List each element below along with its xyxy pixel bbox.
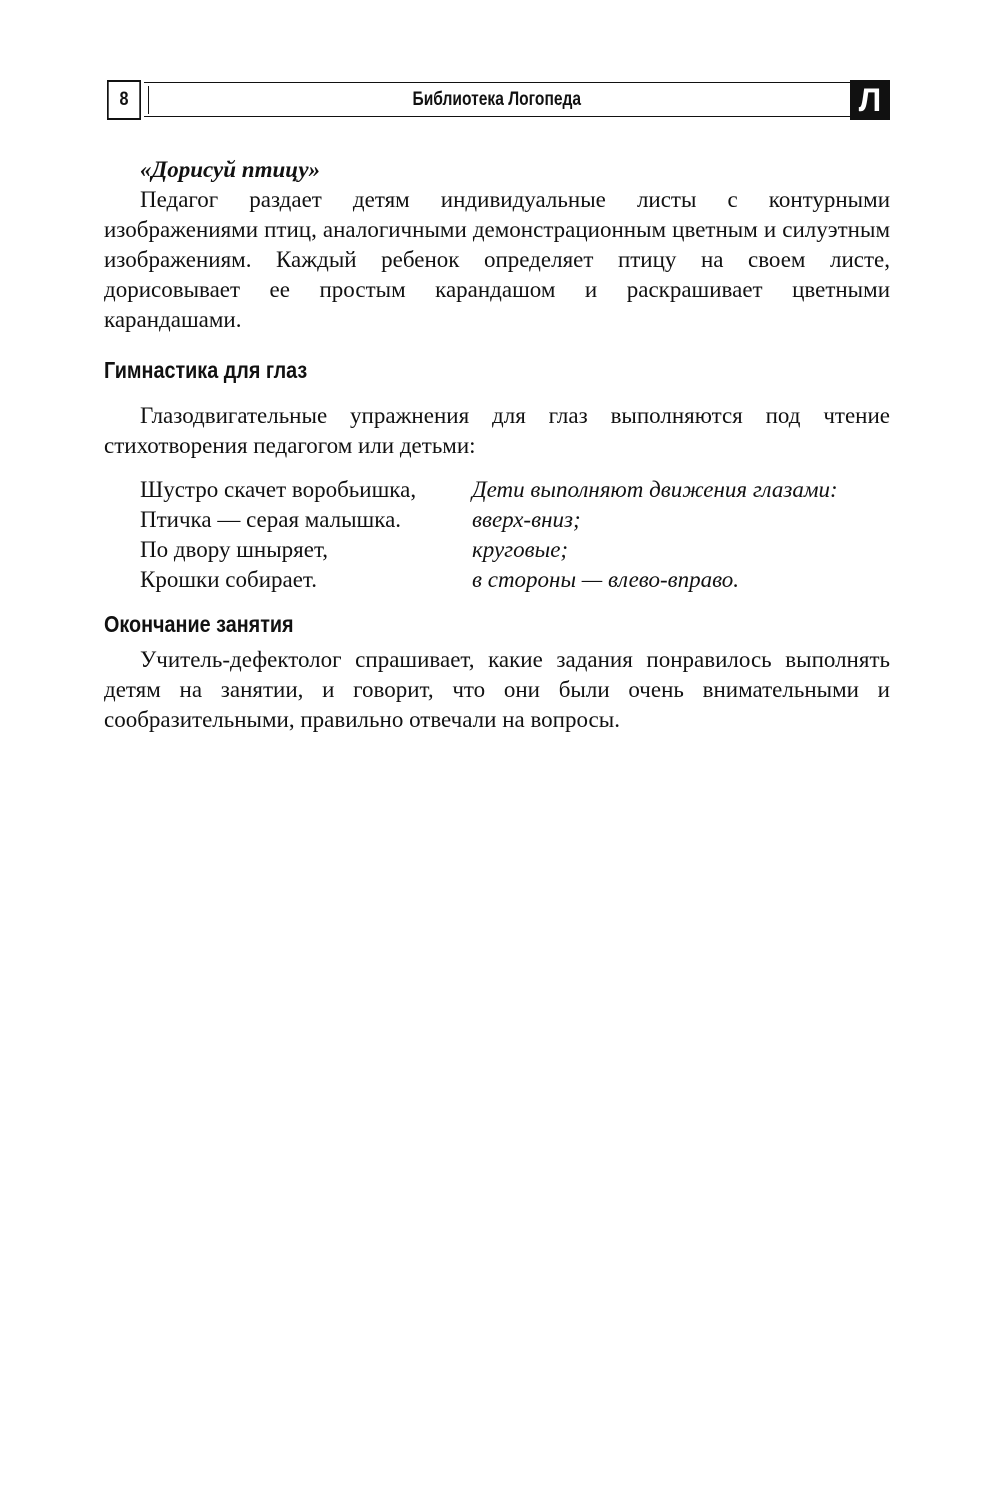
poem-instruction: в стороны — влево-вправо. [472, 567, 740, 592]
poem-line: По двору шныряет, [140, 537, 329, 562]
exercise-title: «Дорисуй птицу» [140, 157, 321, 182]
header-title-wrap [144, 80, 850, 120]
poem-row [140, 505, 890, 535]
poem-instruction: вверх-вниз; [472, 507, 581, 532]
running-header [104, 80, 890, 120]
poem-row [140, 565, 890, 595]
header-title: Библиотека Логопеда [412, 89, 582, 110]
page-number: 8 [107, 80, 141, 120]
poem-row [140, 475, 890, 505]
section-heading-lesson-end: Окончание занятия [104, 611, 294, 637]
eye-gymnastics-paragraph: Глазодвигательные упражнения для глаз выполняются под чтение стихотворения педагогом или детьми: [104, 403, 890, 458]
page-content [104, 154, 890, 735]
poem-row [140, 535, 890, 565]
lesson-end-paragraph: Учитель-дефектолог спрашивает, какие задания понравилось выполнять детям на занятии, и говорит, что они были очень внимательными и сообразительными, правильно отвечали на вопросы. [104, 647, 890, 732]
poem [104, 475, 890, 595]
exercise-paragraph: Педагог раздает детям индивидуальные листы с контурными изображениями птиц, аналогичными демонстрационным цветным и силуэтным изображениям. Каждый ребенок определяет птицу на своем листе, дорисовывает ее простым карандашом и раскрашивает цветными карандашами. [104, 187, 890, 332]
section-heading-eye-gymnastics: Гимнастика для глаз [104, 357, 308, 383]
publisher-logo: Л [850, 80, 890, 120]
poem-instruction: Дети выполняют движения глазами: [472, 477, 838, 502]
poem-line: Птичка — серая малышка. [140, 507, 402, 532]
poem-instruction: круговые; [472, 537, 569, 562]
poem-line: Шустро скачет воробьишка, [140, 477, 417, 502]
poem-line: Крошки собирает. [140, 567, 317, 592]
